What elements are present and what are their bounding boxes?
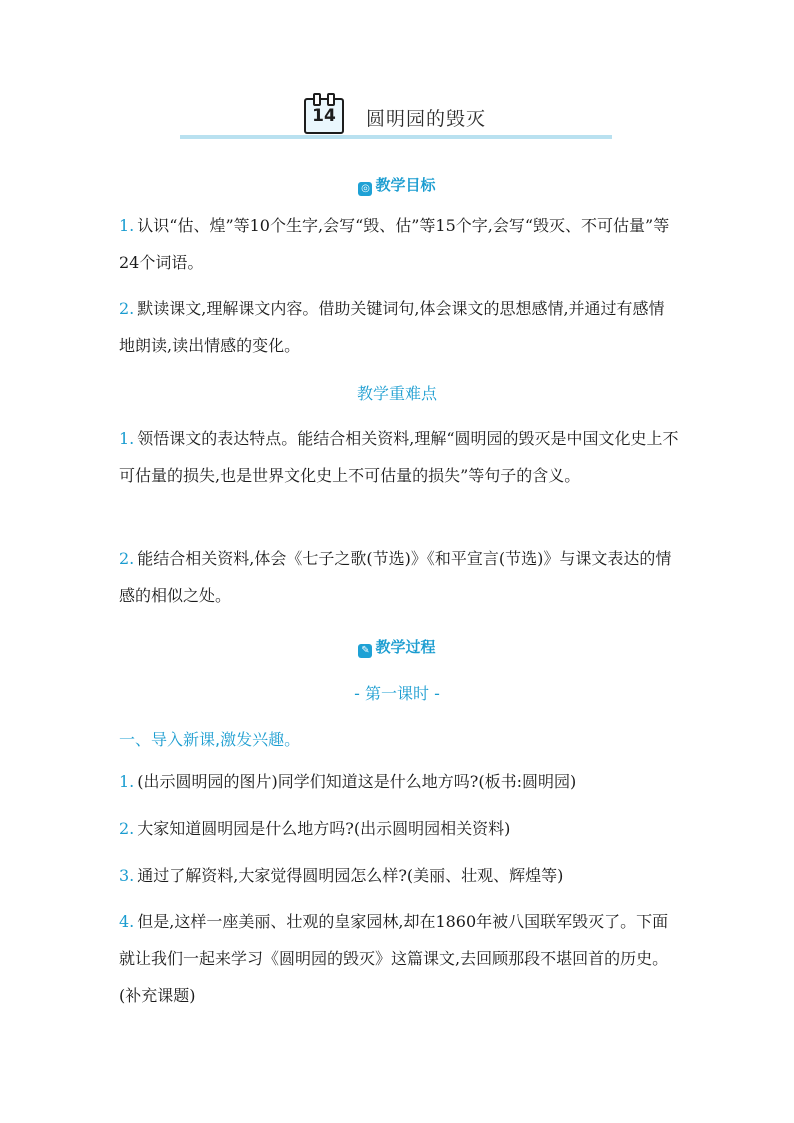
item-text: 通过了解资料,大家觉得圆明园怎么样?(美丽、壮观、辉煌等)	[137, 866, 564, 885]
goal-item-2	[119, 290, 679, 364]
item-number: 1.	[119, 216, 135, 235]
step-item-1	[119, 763, 689, 800]
page-title: 圆明园的毁灭	[366, 108, 487, 130]
item-text: 默读课文,理解课文内容。借助关键词句,体会课文的思想感情,并通过有感情地朗读,读出情感的变化。	[119, 299, 665, 355]
lesson-period: - 第一课时 -	[354, 684, 440, 703]
step-item-4	[119, 903, 679, 1014]
section-goals-label: 教学目标	[375, 176, 436, 194]
item-number: 2.	[119, 819, 135, 838]
item-number: 3.	[119, 866, 135, 885]
target-icon: ◎	[358, 182, 372, 196]
step-item-3	[119, 857, 689, 894]
item-number: 2.	[119, 549, 135, 568]
goal-item-1	[119, 207, 679, 281]
item-number: 4.	[119, 912, 135, 931]
lesson-number: 14	[312, 106, 336, 126]
item-text: 能结合相关资料,体会《七子之歌(节选)》《和平宣言(节选)》与课文表达的情感的相似之处。	[119, 549, 672, 605]
section-process	[0, 636, 794, 658]
section-goals	[0, 174, 794, 196]
header-underline	[180, 135, 612, 139]
item-text: 大家知道圆明园是什么地方吗?(出示圆明园相关资料)	[137, 819, 511, 838]
item-text: 认识“估、煌”等10个生字,会写“毁、估”等15个字,会写“毁灭、不可估量”等24个词语。	[119, 216, 670, 272]
item-text: 领悟课文的表达特点。能结合相关资料,理解“圆明园的毁灭是中国文化史上不可估量的损失,也是世界文化史上不可估量的损失”等句子的含义。	[119, 429, 679, 485]
item-number: 1.	[119, 429, 135, 448]
section-key-points: 教学重难点	[356, 384, 437, 403]
item-number: 2.	[119, 299, 135, 318]
key-item-2	[119, 540, 679, 614]
item-text: 但是,这样一座美丽、壮观的皇家园林,却在1860年被八国联军毁灭了。下面就让我们一起来学习《圆明园的毁灭》这篇课文,去回顾那段不堪回首的历史。(补充课题)	[119, 912, 669, 1005]
key-item-1	[119, 420, 679, 494]
step-item-2	[119, 810, 689, 847]
calendar-icon	[304, 98, 344, 134]
step-heading: 一、导入新课,激发兴趣。	[119, 730, 301, 749]
pen-icon: ✎	[358, 644, 372, 658]
lesson-header	[0, 94, 794, 144]
item-number: 1.	[119, 772, 135, 791]
item-text: (出示圆明园的图片)同学们知道这是什么地方吗?(板书:圆明园)	[137, 772, 577, 791]
section-process-label: 教学过程	[375, 638, 436, 656]
